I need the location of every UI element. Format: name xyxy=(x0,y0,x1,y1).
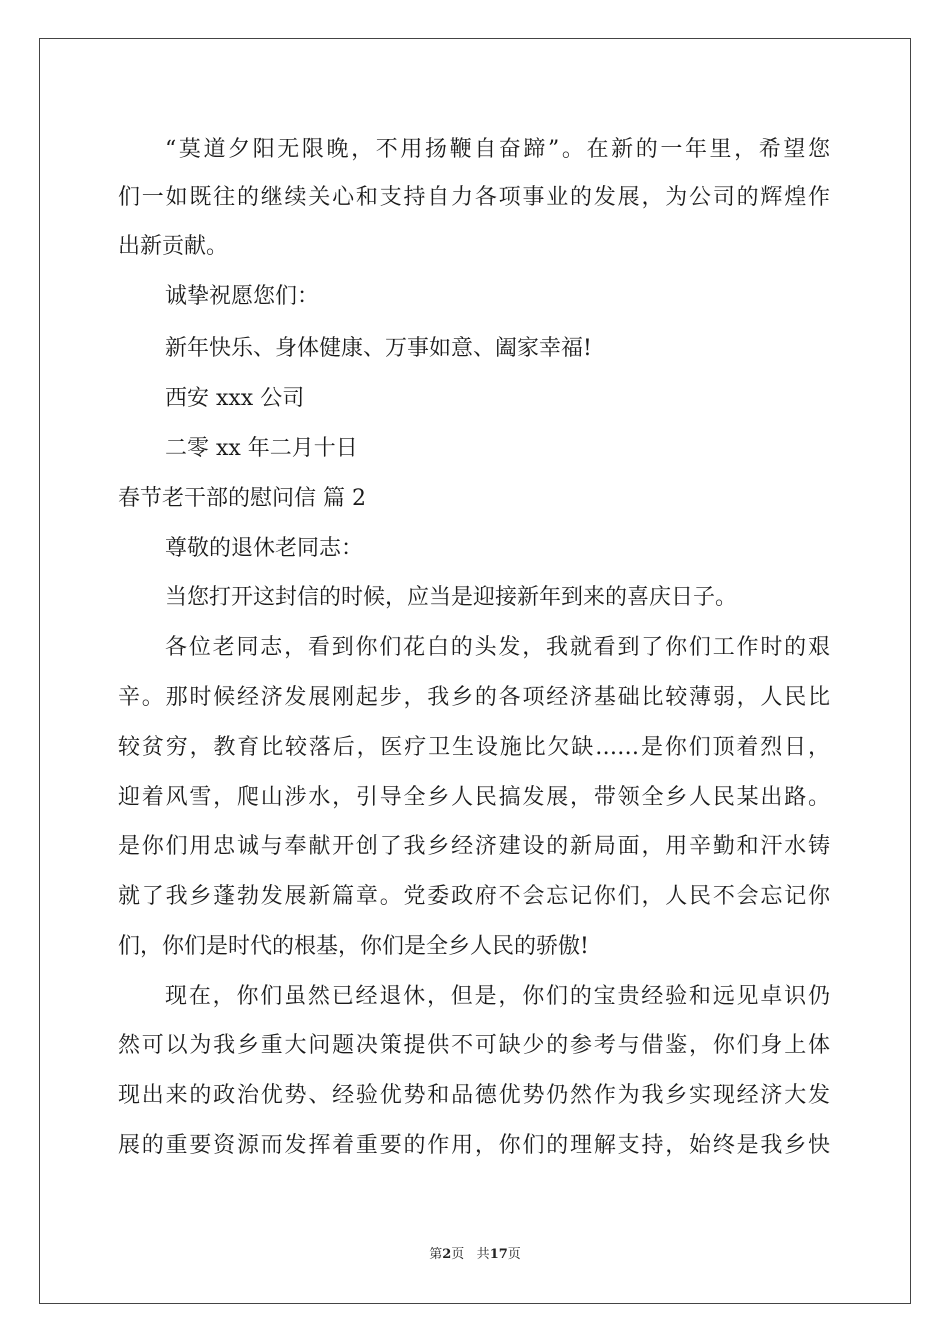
page-suffix: 页 xyxy=(451,1247,465,1262)
section-heading: 春节老干部的慰问信 篇 2 xyxy=(118,486,366,511)
text-line: 然可以为我乡重大问题决策提供不可缺少的参考与借鉴，你们身上体 xyxy=(118,1033,830,1058)
text-line: 当您打开这封信的时候，应当是迎接新年到来的喜庆日子。 xyxy=(165,585,738,610)
page-border xyxy=(39,38,911,1304)
text-line: 诚挚祝愿您们： xyxy=(165,284,320,309)
text-line: 西安 xxx 公司 xyxy=(165,386,305,411)
text-line: 现在，你们虽然已经退休，但是，你们的宝贵经验和远见卓识仍 xyxy=(165,984,830,1009)
text-line: 们，你们是时代的根基，你们是全乡人民的骄傲! xyxy=(118,934,589,959)
text-line: 出新贡献。 xyxy=(118,234,229,259)
page-prefix: 第 xyxy=(429,1247,443,1262)
text-line: 现出来的政治优势、经验优势和品德优势仍然作为我乡实现经济大发 xyxy=(118,1083,830,1108)
page-total: 17 xyxy=(489,1247,508,1262)
text-line: 就了我乡蓬勃发展新篇章。党委政府不会忘记你们，人民不会忘记你 xyxy=(118,884,830,909)
text-line: 迎着风雪，爬山涉水，引导全乡人民搞发展，带领全乡人民某出路。 xyxy=(118,785,830,810)
text-line: 展的重要资源而发挥着重要的作用，你们的理解支持，始终是我乡快 xyxy=(118,1133,830,1158)
total-prefix: 共 xyxy=(476,1247,490,1262)
total-suffix: 页 xyxy=(507,1247,521,1262)
text-line: 较贫穷，教育比较落后，医疗卫生设施比欠缺……是你们顶着烈日， xyxy=(118,735,830,760)
text-line: 们一如既往的继续关心和支持自力各项事业的发展，为公司的辉煌作 xyxy=(118,185,830,210)
page-footer xyxy=(0,1246,950,1264)
text-line: 是你们用忠诚与奉献开创了我乡经济建设的新局面，用辛勤和汗水铸 xyxy=(118,834,830,859)
page-current: 2 xyxy=(442,1247,452,1262)
text-line: 新年快乐、身体健康、万事如意、阖家幸福! xyxy=(165,336,592,361)
text-line: 各位老同志，看到你们花白的头发，我就看到了你们工作时的艰 xyxy=(165,635,830,660)
text-line: 辛。那时候经济发展刚起步，我乡的各项经济基础比较薄弱，人民比 xyxy=(118,685,830,710)
text-line: 二零 xx 年二月十日 xyxy=(165,436,358,461)
text-line: 尊敬的退休老同志： xyxy=(165,536,364,561)
text-line: “莫道夕阳无限晚，不用扬鞭自奋蹄”。在新的一年里，希望您 xyxy=(165,137,830,162)
